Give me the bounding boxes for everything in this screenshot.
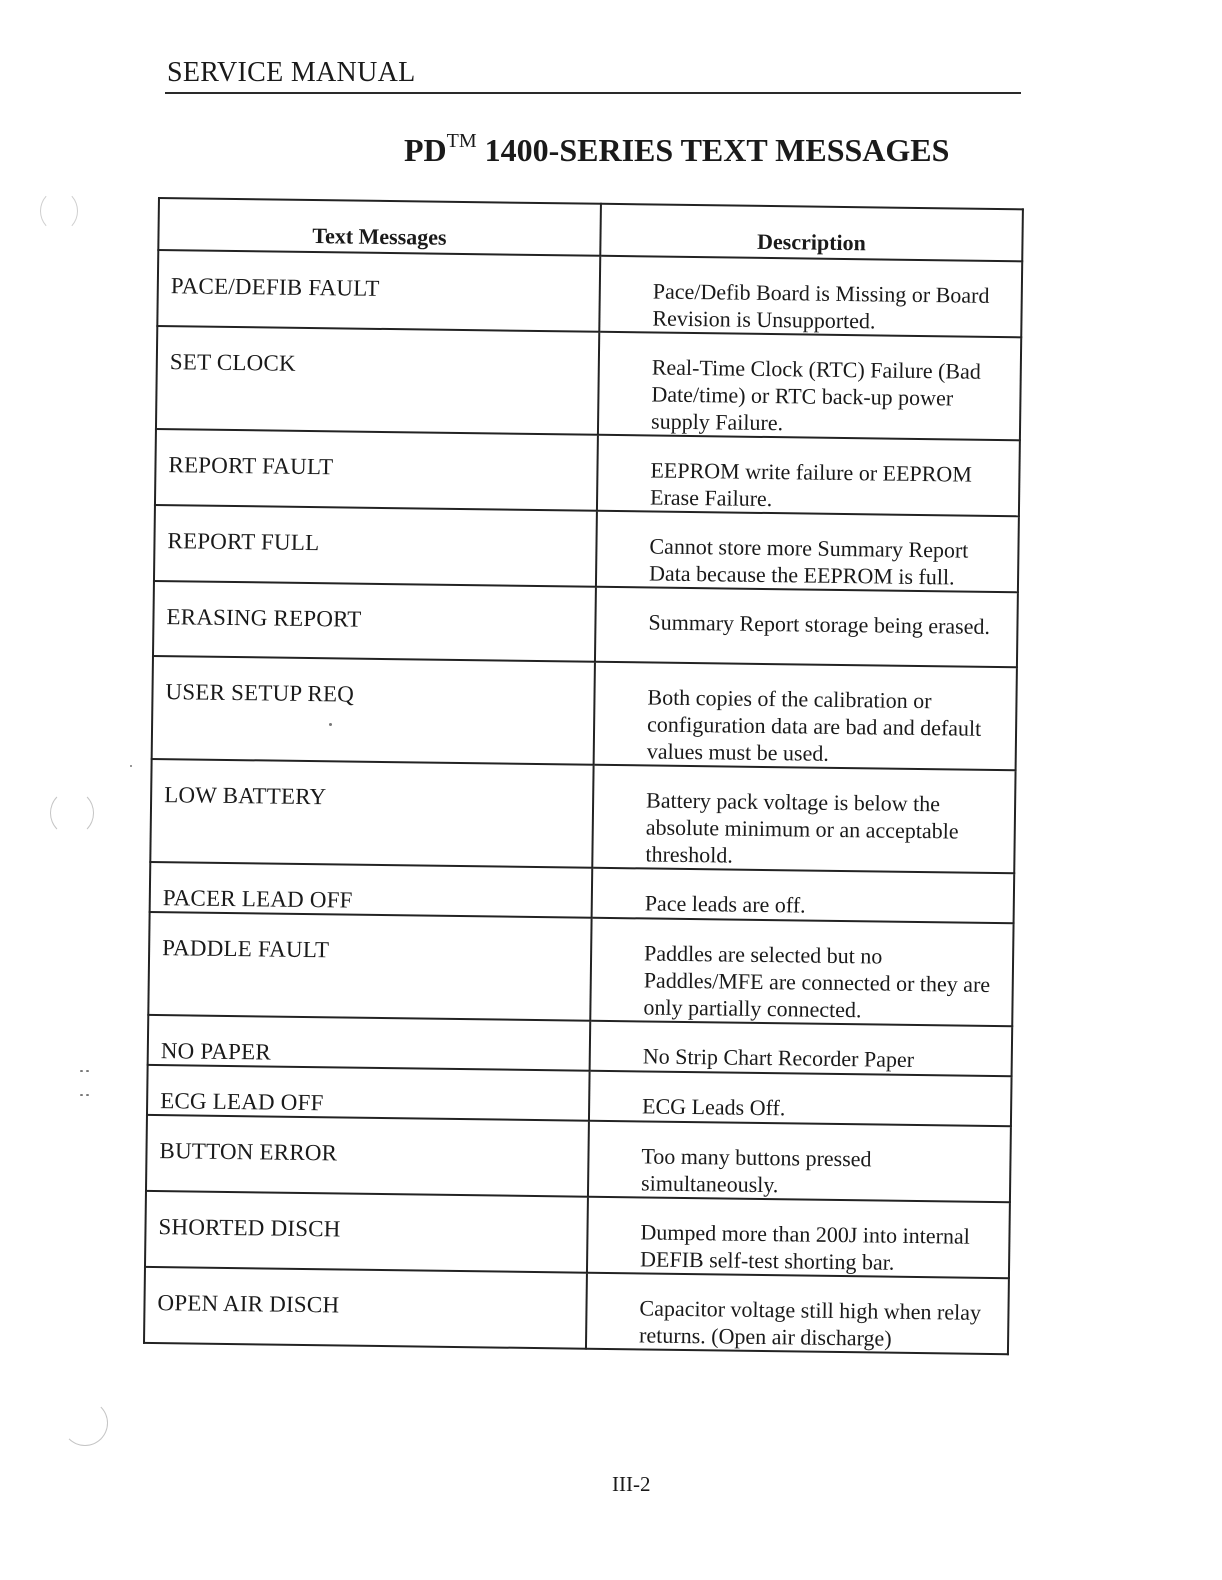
description-cell: Capacitor voltage still high when relay returns. (Open air discharge) [586,1273,1009,1355]
scan-hole-mark [40,190,78,232]
description-cell: Pace/Defib Board is Missing or Board Revision is Unsupported. [599,256,1022,338]
table-row [157,250,1022,337]
scan-speck [329,723,332,726]
description-cell: Pace leads are off. [592,868,1015,924]
description-cell: Both copies of the calibration or configuration data are bad and default values must be used. [594,662,1017,771]
table-row [155,429,1020,516]
title-prefix: PD [404,132,447,168]
message-cell: ERASING REPORT [153,581,596,662]
table-row [152,656,1017,770]
table-row [154,505,1019,592]
scan-speck [80,1070,83,1072]
page-number: III-2 [612,1472,651,1496]
description-cell: Cannot store more Summary Report Data because the EEPROM is full. [596,511,1019,593]
message-cell: ECG LEAD OFF [147,1065,590,1121]
running-header [165,56,1021,94]
message-cell: NO PAPER [148,1015,591,1071]
message-cell: REPORT FAULT [155,429,598,511]
scan-speck [130,765,132,767]
message-cell: REPORT FULL [154,505,597,587]
scan-speck [86,1094,89,1096]
description-cell: Too many buttons pressed simultaneously. [588,1121,1011,1203]
message-cell: PACER LEAD OFF [150,862,593,918]
text-messages-table [143,197,1024,1355]
message-cell: SET CLOCK [156,326,599,435]
table-row [153,581,1018,667]
message-cell: SHORTED DISCH [145,1191,588,1273]
column-header-description: Description [600,204,1023,262]
table-row [145,1191,1010,1278]
scan-speck [80,1094,83,1096]
description-cell: ECG Leads Off. [589,1071,1012,1127]
scan-hole-mark [50,790,94,836]
table-row [150,759,1015,873]
description-cell: Dumped more than 200J into internal DEFIB self-test shorting bar. [587,1197,1010,1279]
description-cell: Battery pack voltage is below the absolute minimum or an acceptable threshold. [592,765,1015,874]
scan-speck [86,1070,89,1072]
table-row [148,912,1013,1026]
table-row [144,1267,1009,1354]
table-row [156,326,1021,440]
title-suffix: 1400-SERIES TEXT MESSAGES [476,132,950,168]
column-header-text-messages: Text Messages [158,198,601,256]
table-row [146,1115,1011,1202]
message-cell: PADDLE FAULT [148,912,591,1021]
scan-hole-mark [62,1400,108,1446]
message-cell: OPEN AIR DISCH [144,1267,587,1349]
message-cell: LOW BATTERY [150,759,593,868]
description-cell: Summary Report storage being erased. [595,587,1018,668]
message-cell: PACE/DEFIB FAULT [157,250,600,332]
description-cell: No Strip Chart Recorder Paper [590,1021,1013,1077]
description-cell: EEPROM write failure or EEPROM Erase Failure. [597,435,1020,517]
running-header-text: SERVICE MANUAL [167,57,416,88]
message-cell: USER SETUP REQ [152,656,595,765]
message-cell: BUTTON ERROR [146,1115,589,1197]
trademark-mark: TM [446,130,477,153]
page-title [404,132,949,169]
description-cell: Real-Time Clock (RTC) Failure (Bad Date/time) or RTC back-up power supply Failure. [598,332,1021,441]
description-cell: Paddles are selected but no Paddles/MFE are connected or they are only partially connected. [590,918,1013,1027]
